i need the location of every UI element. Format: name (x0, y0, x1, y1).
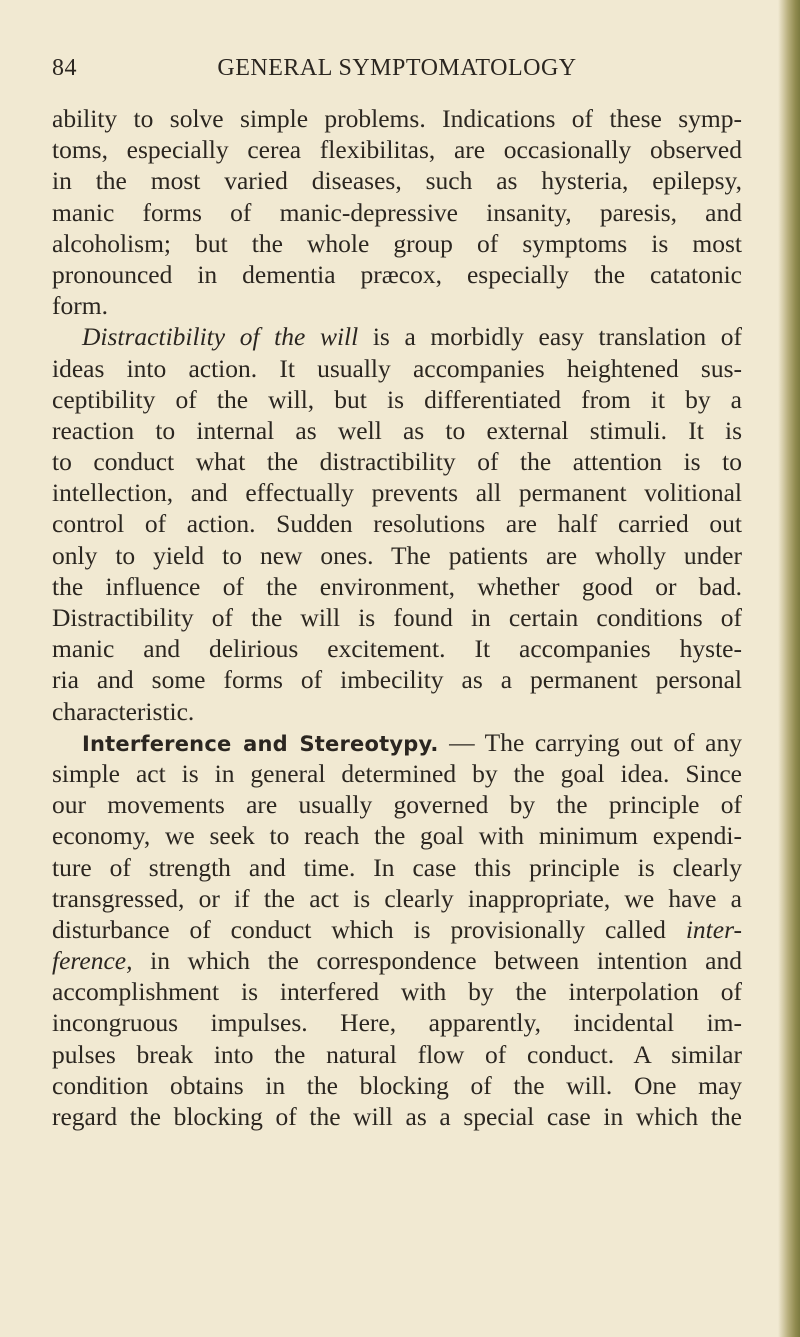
paragraph-3 (52, 727, 742, 1132)
text-line: toms, especially cerea flexibilitas, are occasionally observed (52, 135, 742, 165)
text-line: pronounced in dementia præcox, especially the catatonic (52, 259, 742, 289)
page-number: 84 (52, 55, 77, 81)
running-head: GENERAL SYMPTOMATOLOGY (217, 55, 577, 81)
text-line (52, 727, 742, 758)
text-line: ria and some forms of imbecility as a permanent personal (52, 665, 742, 695)
text-line: only to yield to new ones. The patients are wholly under (52, 540, 742, 570)
text-line: form. (52, 291, 108, 321)
text-line: simple act is in general determined by the goal idea. Since (52, 758, 742, 788)
text-run: is a morbidly easy translation of (358, 322, 743, 352)
paragraph-2 (52, 321, 742, 726)
text-line: the influence of the environment, whether good or bad. (52, 571, 742, 601)
page-edge-shadow (778, 0, 800, 1337)
italic-term: Distractibility of the will (82, 322, 359, 352)
text-line: intellection, and effectually prevents all permanent volitional (52, 478, 742, 508)
text-line: characteristic. (52, 696, 195, 726)
text-line: reaction to internal as well as to external stimuli. It is (52, 415, 742, 445)
text-run: disturbance of conduct which is provisionally called (52, 914, 686, 944)
text-line: alcoholism; but the whole group of symptoms is most (52, 228, 742, 258)
text-line: pulses break into the natural flow of conduct. A similar (52, 1039, 742, 1069)
text-line: incongruous impulses. Here, apparently, incidental im- (52, 1008, 742, 1038)
text-line: condition obtains in the blocking of the will. One may (52, 1070, 742, 1100)
body-text (52, 103, 742, 1132)
section-heading: Interference and Stereotypy. (82, 731, 439, 756)
text-line: regard the blocking of the will as a special case in which the (52, 1102, 742, 1131)
text-line: transgressed, or if the act is clearly inappropriate, we have a (52, 883, 742, 913)
italic-term: ference, (52, 946, 133, 976)
text-line (52, 914, 742, 945)
italic-term: inter- (685, 914, 742, 944)
text-line: control of action. Sudden resolutions are half carried out (52, 509, 742, 539)
text-line: ceptibility of the will, but is differentiated from it by a (52, 384, 742, 414)
text-line: in the most varied diseases, such as hysteria, epilepsy, (52, 166, 742, 196)
text-line: manic forms of manic-depressive insanity, paresis, and (52, 197, 742, 227)
text-run: in which the correspondence between intention and (132, 946, 742, 976)
page-header (52, 55, 742, 89)
text-line: to conduct what the distractibility of the attention is to (52, 447, 742, 477)
text-line: economy, we seek to reach the goal with minimum expendi- (52, 821, 742, 851)
text-line: manic and delirious excitement. It accompanies hyste- (52, 634, 742, 664)
text-line (52, 321, 742, 352)
paragraph-1 (52, 103, 742, 321)
text-line: ture of strength and time. In case this principle is clearly (52, 852, 742, 882)
text-run: — The carrying out of any (438, 727, 742, 757)
text-line: ability to solve simple problems. Indications of these symp- (52, 104, 742, 133)
text-line: ideas into action. It usually accompanies heightened sus- (52, 353, 742, 383)
text-line: accomplishment is interfered with by the interpolation of (52, 977, 742, 1007)
text-line (52, 945, 742, 976)
text-line: our movements are usually governed by the principle of (52, 790, 742, 820)
text-line: Distractibility of the will is found in certain conditions of (52, 603, 742, 632)
